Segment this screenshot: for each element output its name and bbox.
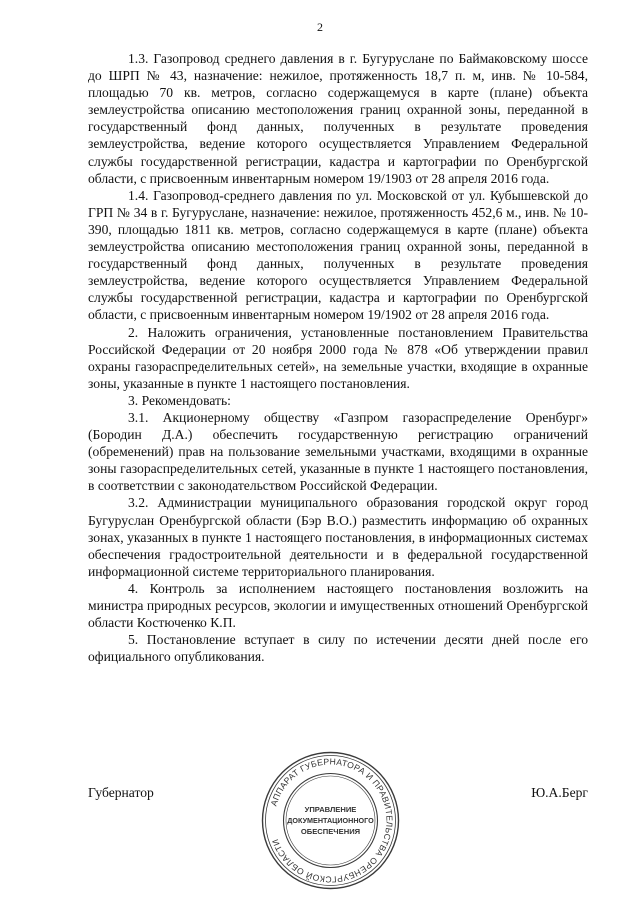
signature-title: Губернатор: [88, 785, 154, 800]
paragraph-4: 4. Контроль за исполнением настоящего постановления возложить на министра природных ресурсов, экологии и имущественных отношений Оренбургской области Костюченко К.П.: [88, 580, 588, 631]
paragraph-3: 3. Рекомендовать:: [128, 392, 231, 408]
seal-center-line-2: ДОКУМЕНТАЦИОННОГО: [287, 816, 374, 825]
paragraph-3-1: 3.1. Акционерному обществу «Газпром газораспределение Оренбург» (Бородин Д.А.) обеспечить государственную регистрацию ограничений (обременений) прав на пользование земельными участками, входящими в охранные зоны газораспределительных сетей, указанные в пункте 1 настоящего постановления, в соответствии с законодательством Российской Федерации.: [88, 409, 588, 494]
paragraph-2: 2. Наложить ограничения, установленные постановлением Правительства Российской Федерации от 20 ноября 2000 года № 878 «Об утверждении правил охраны газораспределительных сетей», на земельные участки, входящие в охранные зоны, указанные в пункте 1 настоящего постановления.: [88, 324, 588, 391]
seal-center-line-3: ОБЕСПЕЧЕНИЯ: [300, 827, 361, 836]
paragraph-3-2: 3.2. Администрации муниципального образования городской округ город Бугуруслан Оренбургской области (Бэр В.О.) разместить информацию об охранных зонах, указанных в пункте 1 настоящего постановления, в информационных системах обеспечения градостроительной деятельности и в федеральной государственной информационной системе территориального планирования.: [88, 495, 588, 579]
seal-outer-text: АППАРАТ ГУБЕРНАТОРА И ПРАВИТЕЛЬСТВА ОРЕНБУРГСКОЙ ОБЛАСТИ: [268, 756, 395, 885]
signature-name: Ю.А.Берг: [531, 785, 588, 800]
paragraph-1-4: 1.4. Газопровод-среднего давления по ул. Московской от ул. Кубышевской до ГРП № 34 в г. Бугуруслане, назначение: нежилое, протяженность 452,6 м., инв. № 10-390, площадью 1811 кв. метров, согласно содержащемуся в карте (плане) объекта землеустройства описанию местоположения границ охранной зоны, переданной в государственный фонд данных, полученных в результате проведения землеустройства, ведение которого осуществляется Управлением Федеральной службы государственной регистрации, кадастра и картографии по Оренбургской области, с присвоенным инвентарным номером 19/1902 от 28 апреля 2016 года.: [88, 187, 588, 323]
page-number: 2: [317, 20, 323, 34]
document-body: [88, 50, 588, 665]
paragraph-1-3: 1.3. Газопровод среднего давления в г. Бугуруслане по Баймаковскому шоссе до ШРП № 43, назначение: нежилое, протяженность 18,7 п. м, инв. № 10-584, площадью 70 кв. метров, согласно содержащемуся в карте (плане) объекта землеустройства описанию местоположения границ охранной зоны, переданной в государственный фонд данных, полученных в результате проведения землеустройства, ведение которого осуществляется Управлением Федеральной службы государственной регистрации, кадастра и картографии по Оренбургской области, с присвоенным инвентарным номером 19/1903 от 28 апреля 2016 года.: [88, 51, 588, 186]
official-seal: [258, 748, 403, 893]
seal-center-line-1: УПРАВЛЕНИЕ: [304, 805, 357, 814]
paragraph-5: 5. Постановление вступает в силу по истечении десяти дней после его официального опубликования.: [88, 632, 588, 665]
